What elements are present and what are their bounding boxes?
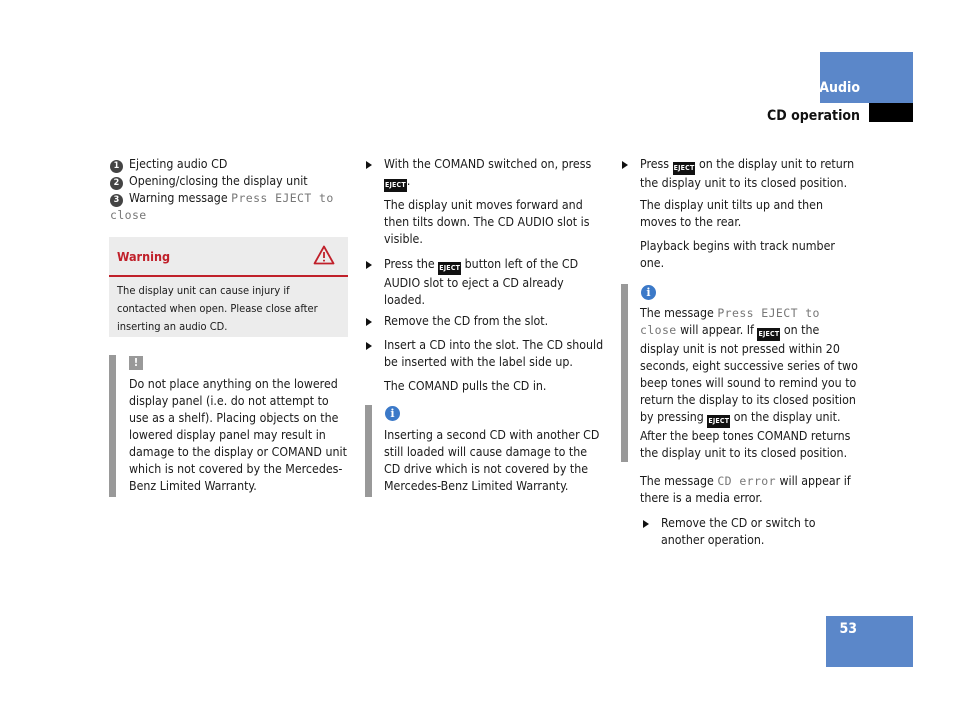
col2-step-2 xyxy=(384,256,606,309)
step-arrow-icon xyxy=(622,161,628,169)
info-note-bar xyxy=(621,284,628,462)
step-arrow-icon xyxy=(366,261,372,269)
para-text: will appear if there is a media error. xyxy=(640,474,851,505)
info-text-part: on the display unit is not pressed within 20 seconds, eight successive series of two beep tones will sound to remind you to return the display to its closed position by pressing xyxy=(640,323,858,424)
col3-step-2: Remove the CD or switch to another operation. xyxy=(661,516,816,547)
col3-info-text xyxy=(640,305,862,462)
col2-para-1: The display unit moves forward and then tilts down. The CD AUDIO slot is visible. xyxy=(384,198,590,246)
step-text-end: on the display unit to return the display unit to its closed position. xyxy=(640,157,855,190)
caution-note-text: Do not place anything on the lowered display panel (i.e. do not attempt to use as a shelf). Placing objects on the lowered display panel may result in damage to the display or COMAND unit which is not covered by the Mercedes-Benz Limited Warranty. xyxy=(129,377,347,493)
step-text-end: . xyxy=(406,174,411,188)
step-text: With the COMAND switched on, press xyxy=(384,157,592,171)
message-code: Press EJECT to close xyxy=(640,306,820,337)
col3-step-1 xyxy=(640,156,862,192)
section-title: Audio xyxy=(819,80,860,96)
eject-button-icon: EJECT xyxy=(438,262,461,275)
step-arrow-icon xyxy=(366,161,372,169)
col2-info-text: Inserting a second CD with another CD still loaded will cause damage to the CD drive which is not covered by the Mercedes-Benz Limited Warranty. xyxy=(384,428,600,493)
col3-para-2: Playback begins with track number one. xyxy=(640,239,835,270)
warning-title: Warning xyxy=(117,249,171,264)
para-text: The message xyxy=(640,474,718,488)
warning-message-code: Press EJECT to close xyxy=(110,191,334,222)
warning-triangle-icon xyxy=(313,245,335,265)
col2-para-2: The COMAND pulls the CD in. xyxy=(384,379,547,393)
info-text-part: on the display unit. After the beep tones COMAND returns the display unit to its closed position. xyxy=(640,410,851,460)
col2-step-3: Remove the CD from the slot. xyxy=(384,314,549,328)
step-text-end: button left of the CD AUDIO slot to eject a CD already loaded. xyxy=(384,257,579,307)
number-badge: 2 xyxy=(110,177,123,190)
caution-icon: ! xyxy=(129,356,143,370)
info-text-part: will appear. If xyxy=(676,323,754,337)
page-number: 53 xyxy=(839,621,857,637)
eject-button-icon: EJECT xyxy=(673,162,696,175)
subsection-title: CD operation xyxy=(767,108,860,124)
col2-step-4: Insert a CD into the slot. The CD should be inserted with the label side up. xyxy=(384,338,604,369)
step-text: Press xyxy=(640,157,670,171)
number-badge: 1 xyxy=(110,160,123,173)
col3-para-1: The display unit tilts up and then moves to the rear. xyxy=(640,198,823,229)
step-arrow-icon xyxy=(366,318,372,326)
step-text: Press the xyxy=(384,257,435,271)
info-icon: i xyxy=(641,285,656,300)
legend-item-1 xyxy=(110,156,360,173)
eject-button-icon: EJECT xyxy=(757,328,780,341)
legend-text: Ejecting audio CD xyxy=(129,157,228,171)
col2-step-1 xyxy=(384,156,606,192)
legend-item-3 xyxy=(110,190,350,224)
eject-button-icon: EJECT xyxy=(384,179,407,192)
legend-item-2 xyxy=(110,173,360,190)
step-arrow-icon xyxy=(643,520,649,528)
info-icon: i xyxy=(385,406,400,421)
col3-para-3 xyxy=(640,473,862,507)
legend-text: Opening/closing the display unit xyxy=(129,174,308,188)
warning-divider xyxy=(109,275,348,277)
number-badge: 3 xyxy=(110,194,123,207)
caution-note-bar xyxy=(109,355,116,497)
cd-error-code: CD error xyxy=(717,474,776,488)
step-arrow-icon xyxy=(366,342,372,350)
legend-text: Warning message xyxy=(129,191,232,205)
warning-body: The display unit can cause injury if contacted when open. Please close after inserting an audio CD. xyxy=(117,284,318,333)
eject-button-icon: EJECT xyxy=(707,415,730,428)
header-marker xyxy=(869,103,913,122)
info-note-bar xyxy=(365,405,372,497)
info-text-part: The message xyxy=(640,306,718,320)
